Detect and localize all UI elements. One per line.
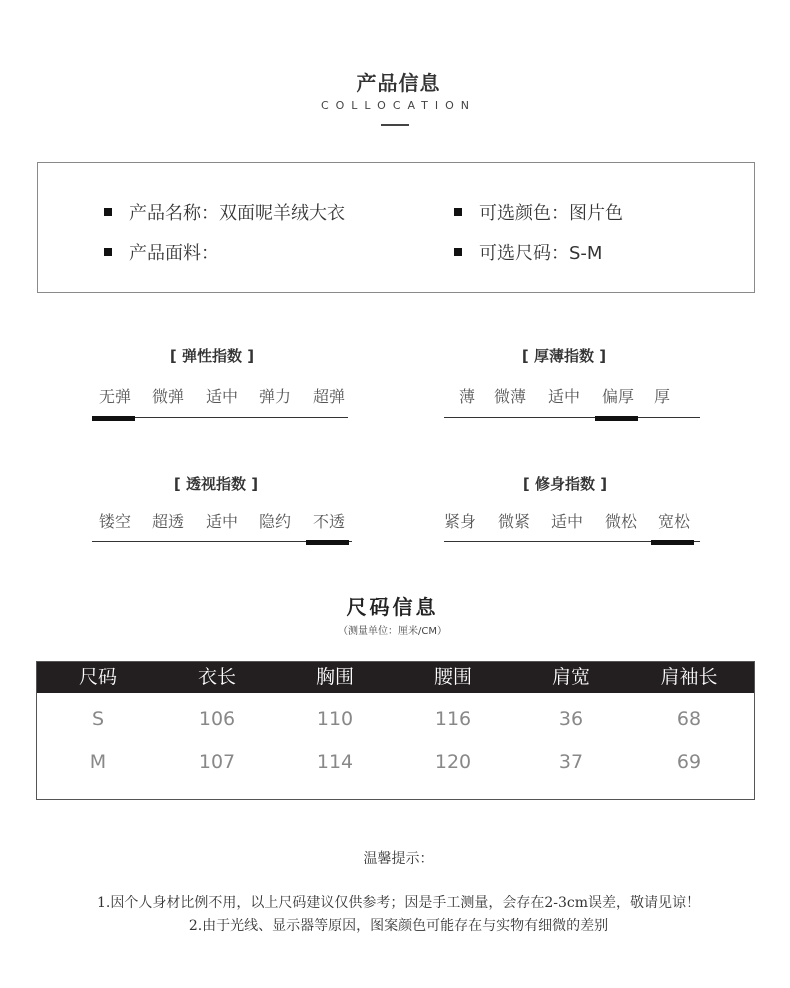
title-divider	[381, 124, 409, 126]
index-title: [ 厚薄指数 ]	[521, 347, 607, 365]
table-cell: 106	[198, 708, 236, 730]
table-cell: 37	[558, 751, 584, 773]
table-cell: 120	[434, 751, 472, 773]
index-indicator	[651, 540, 694, 545]
index-option: 偏厚	[601, 387, 634, 406]
info-item-label: 可选颜色：图片色	[479, 203, 623, 224]
info-item-label: 可选尺码：S-M	[479, 243, 603, 264]
table-cell: M	[89, 751, 107, 773]
index-indicator	[92, 416, 135, 421]
bullet-square-icon	[454, 248, 462, 256]
product-info-subtitle: COLLOCATION	[320, 99, 477, 112]
index-option: 微松	[604, 512, 637, 531]
index-option: 微弹	[151, 387, 184, 406]
info-item-name	[104, 199, 345, 225]
column-header: 衣长	[197, 666, 236, 688]
tips-line-1: 1.因个人身材比例不用，以上尺码建议仅供参考；因是手工测量，会存在2-3cm误差，敬请见谅！	[96, 895, 701, 911]
index-option: 超弹	[312, 387, 345, 406]
column-header: 尺码	[78, 666, 117, 688]
index-option: 不透	[312, 512, 345, 531]
table-cell: 110	[316, 708, 354, 730]
info-item-label: 产品名称：双面呢羊绒大衣	[129, 203, 345, 224]
info-item-fabric	[104, 239, 219, 265]
index-indicator	[306, 540, 349, 545]
index-option: 弹力	[258, 387, 291, 406]
index-option: 适中	[205, 387, 238, 406]
table-cell: 68	[676, 708, 702, 730]
index-scale-line	[444, 417, 700, 418]
table-cell: 114	[316, 751, 354, 773]
index-option: 无弹	[98, 387, 131, 406]
bullet-square-icon	[454, 208, 462, 216]
product-info-box	[37, 162, 755, 293]
index-option: 适中	[550, 512, 583, 531]
column-header: 腰围	[433, 666, 472, 688]
size-table-header	[37, 662, 754, 693]
info-item-color	[454, 199, 623, 225]
index-option: 薄	[458, 387, 475, 406]
tips-title: 温馨提示：	[363, 851, 434, 867]
bullet-square-icon	[104, 248, 112, 256]
index-indicator	[595, 416, 638, 421]
index-option: 适中	[205, 512, 238, 531]
size-info-unit: （测量单位：厘米/CM）	[338, 626, 447, 637]
index-option: 微紧	[497, 512, 530, 531]
tips-line-2: 2.由于光线、显示器等原因，图案颜色可能存在与实物有细微的差别	[188, 918, 609, 934]
index-option: 超透	[151, 512, 184, 531]
table-cell: 69	[676, 751, 702, 773]
column-header: 肩宽	[551, 666, 590, 688]
table-cell: 107	[198, 751, 236, 773]
index-option: 镂空	[98, 512, 131, 531]
size-table	[36, 661, 755, 800]
info-item-size	[454, 239, 602, 265]
table-cell: S	[91, 708, 105, 730]
column-header: 肩袖长	[660, 666, 718, 688]
index-option: 宽松	[657, 512, 690, 531]
index-option: 适中	[547, 387, 580, 406]
bullet-square-icon	[104, 208, 112, 216]
index-option: 微薄	[493, 387, 526, 406]
index-option: 厚	[653, 387, 670, 406]
column-header: 胸围	[315, 666, 354, 688]
table-cell: 116	[434, 708, 472, 730]
index-option: 隐约	[258, 512, 291, 531]
info-item-label: 产品面料：	[129, 243, 219, 264]
size-info-title: 尺码信息	[346, 595, 439, 619]
index-option: 紧身	[443, 512, 476, 531]
index-title: [ 修身指数 ]	[522, 475, 608, 493]
index-title: [ 弹性指数 ]	[169, 347, 255, 365]
index-title: [ 透视指数 ]	[173, 475, 259, 493]
product-info-title: 产品信息	[356, 71, 441, 95]
table-cell: 36	[558, 708, 584, 730]
